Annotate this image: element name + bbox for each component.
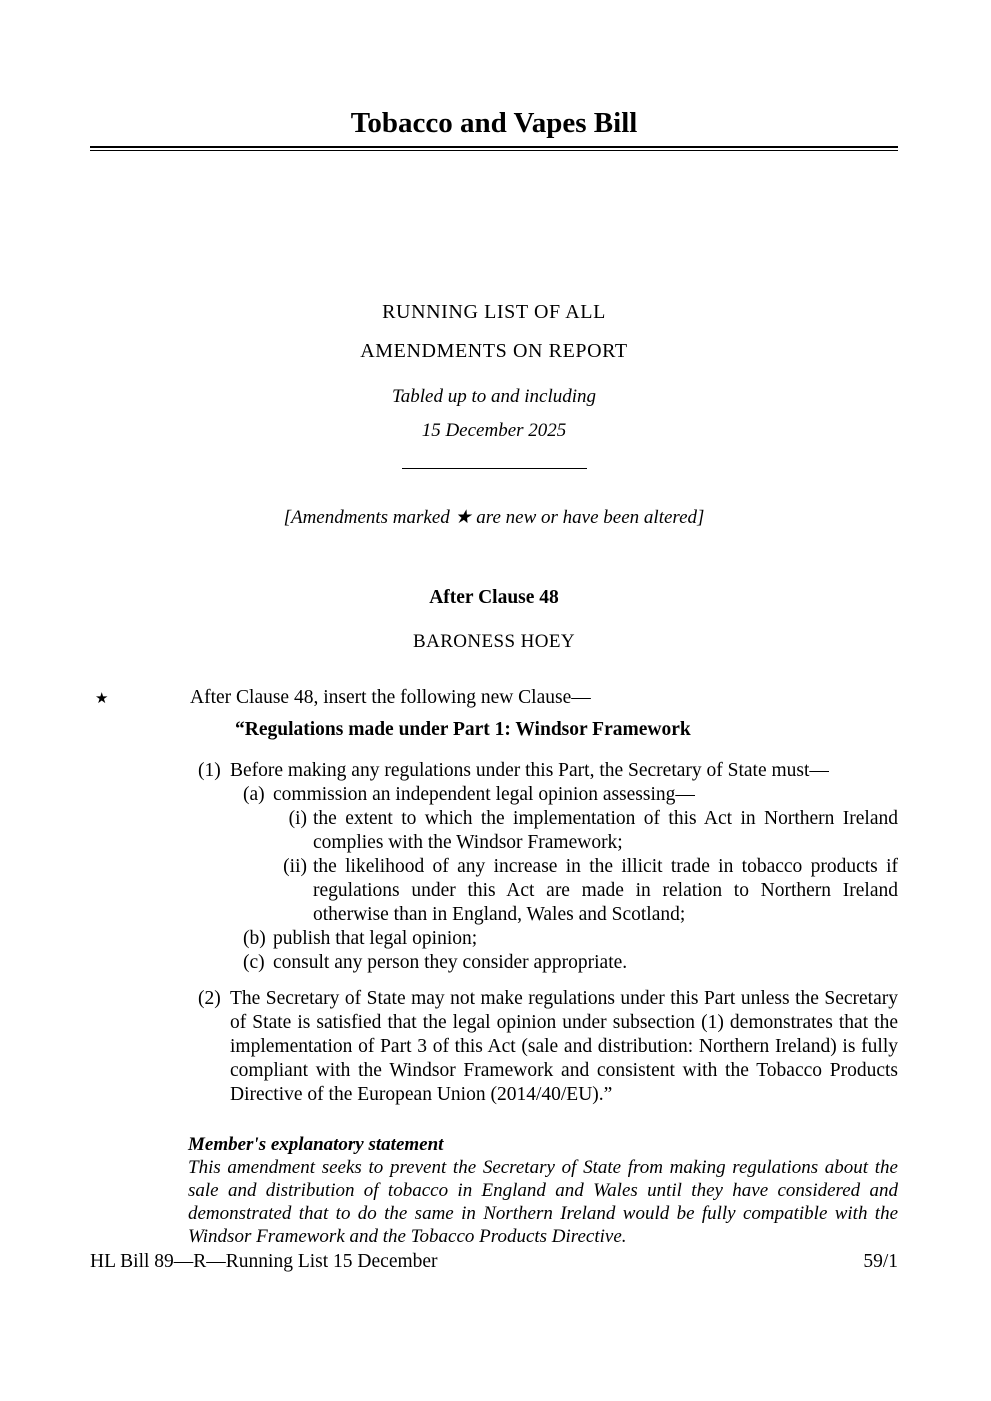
explanatory-statement-text: This amendment seeks to prevent the Secretary of State from making regulations about the sale and distribution of tobacco in England and Wales until they have considered and demonstrated that to do the same in Northern Ireland would be fully compatible with the Windsor Framework and the Tobacco Products Directive. — [188, 1157, 898, 1247]
provision-text: commission an independent legal opinion assessing— — [273, 784, 695, 805]
provision-text: Before making any regulations under this Part, the Secretary of State must— — [230, 760, 829, 781]
provision-row — [280, 807, 898, 855]
footer-bill-reference: HL Bill 89—R—Running List 15 December — [90, 1251, 438, 1272]
new-amendment-star-icon: ★ — [95, 691, 109, 707]
provision-row — [198, 759, 898, 783]
star-marker-note: [Amendments marked ★ are new or have been altered] — [283, 507, 705, 528]
place-heading: After Clause 48 — [429, 587, 559, 608]
amendment-instruction-row — [95, 686, 898, 710]
provision-text: publish that legal opinion; — [273, 928, 478, 949]
provision-number: (a) — [243, 784, 265, 805]
new-clause-title: “Regulations made under Part 1: Windsor Framework — [235, 719, 691, 740]
section-divider-rule — [402, 468, 587, 469]
provision-number: (i) — [288, 808, 307, 829]
provision-row — [243, 927, 898, 951]
mover-name: BARONESS HOEY — [413, 631, 575, 652]
provision-number: (c) — [243, 952, 265, 973]
provision-number: (b) — [243, 928, 266, 949]
title-double-rule — [90, 146, 898, 151]
tabled-date-line1: Tabled up to and including — [391, 386, 597, 407]
amendment-instruction: After Clause 48, insert the following new Clause— — [190, 687, 591, 708]
provision-number: (1) — [198, 760, 221, 781]
provision-row — [198, 987, 898, 1107]
provision-number: (2) — [198, 988, 221, 1009]
running-list-heading-line2: AMENDMENTS ON REPORT — [360, 340, 628, 362]
provision-row — [280, 855, 898, 927]
explanatory-statement-heading: Member's explanatory statement — [188, 1134, 444, 1155]
tabled-date-line2: 15 December 2025 — [421, 420, 567, 441]
provision-row — [243, 951, 898, 975]
bill-title: Tobacco and Vapes Bill — [350, 107, 638, 139]
provision-text: consult any person they consider appropriate. — [273, 952, 628, 973]
running-list-heading-line1: RUNNING LIST OF ALL — [382, 301, 606, 323]
provision-text: The Secretary of State may not make regulations under this Part unless the Secretary of State is satisfied that the legal opinion under subsection (1) demonstrates that the implementation of Part 3 of this Act (sale and distribution: Northern Ireland) is fully compliant with the Windsor Framework and consistent with the Tobacco Products Directive of the European Union (2014/40/EU).” — [230, 988, 898, 1105]
provision-text: the likelihood of any increase in the illicit trade in tobacco products if regulations under this Act are made in relation to Northern Ireland otherwise than in England, Wales and Scotland; — [313, 856, 898, 925]
provision-row — [243, 783, 898, 807]
provision-text: the extent to which the implementation of this Act in Northern Ireland complies with the Windsor Framework; — [313, 808, 898, 853]
footer-page-number: 59/1 — [863, 1251, 898, 1272]
provision-number: (ii) — [283, 856, 307, 877]
provisions-list — [90, 759, 898, 1107]
page-footer — [90, 1251, 898, 1273]
